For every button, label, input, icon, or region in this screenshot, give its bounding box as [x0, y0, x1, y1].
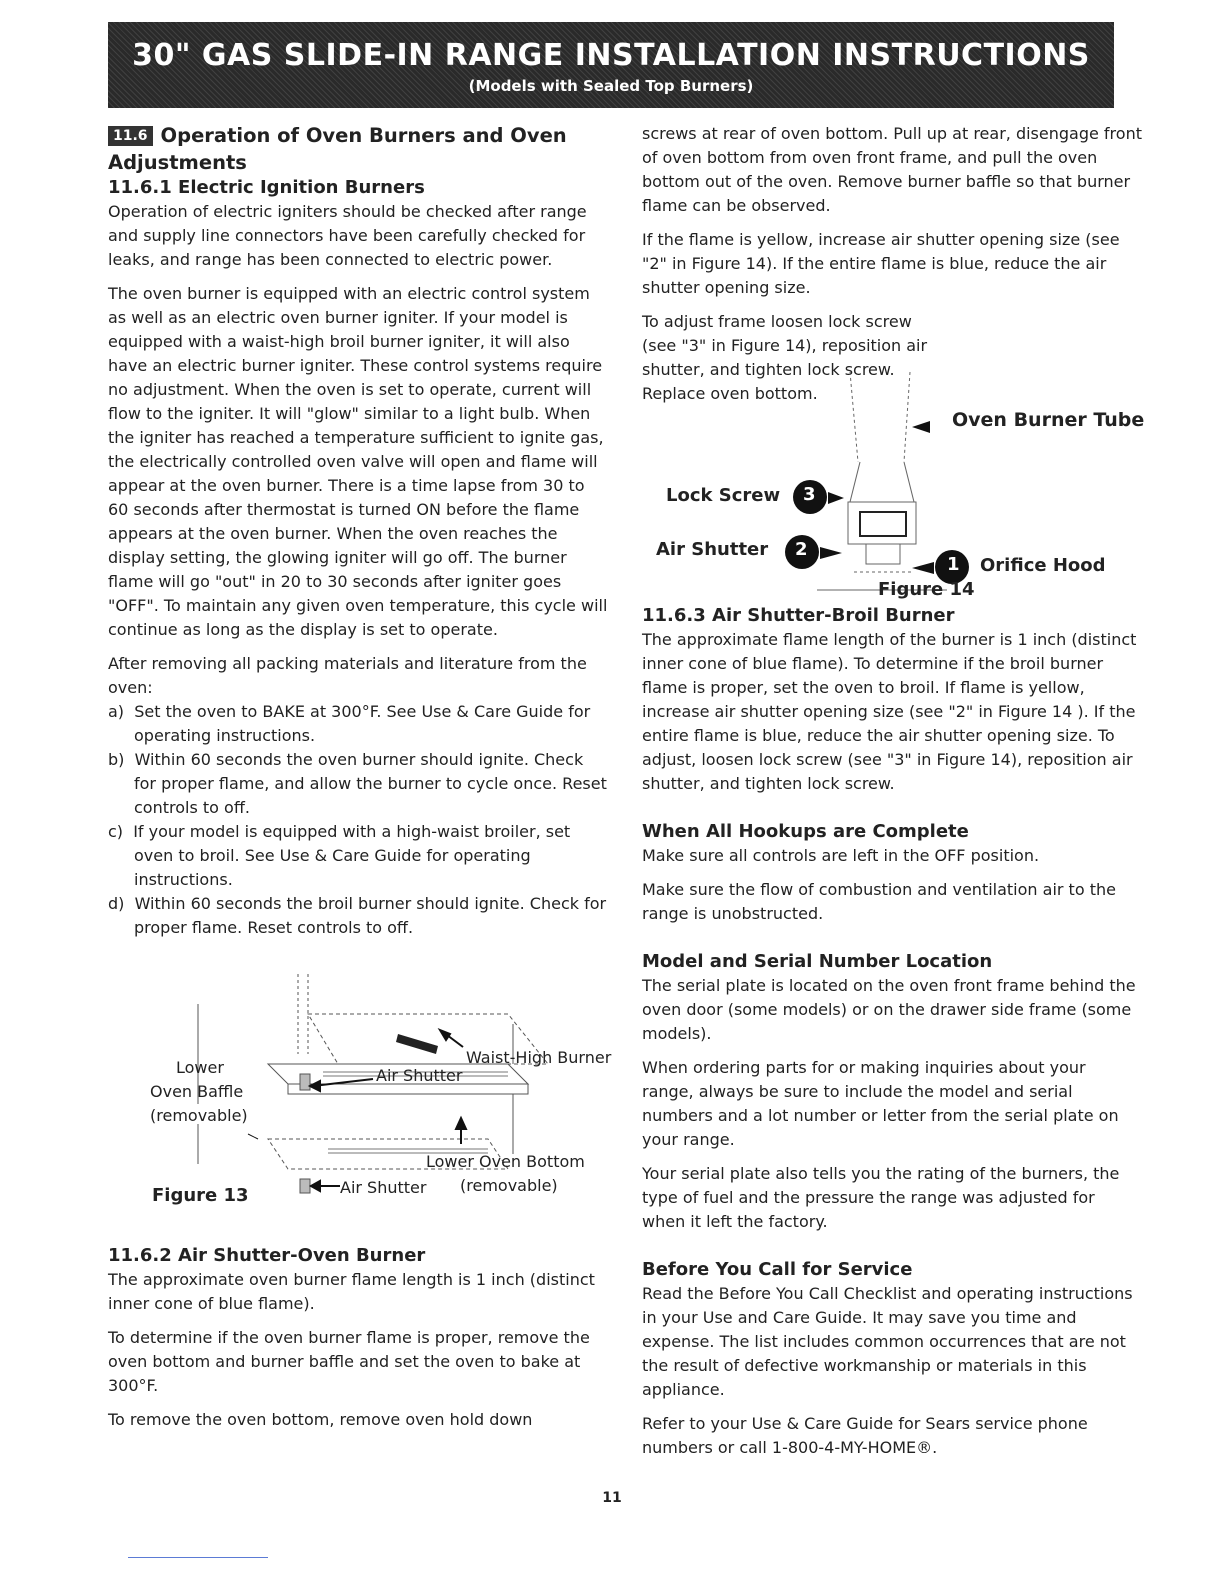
- footer-divider: [128, 1557, 268, 1558]
- steps-list: [108, 700, 608, 940]
- list-item: a) Set the oven to BAKE at 300°F. See Use & Care Guide for operating instructions.: [108, 702, 591, 745]
- paragraph: To adjust frame loosen lock screw (see "3" in Figure 14), reposition air shutter, and tighten lock screw. Replace oven bottom.: [642, 312, 928, 403]
- label-oven-burner-tube: Oven Burner Tube: [952, 409, 1145, 431]
- figure-13: [108, 954, 612, 1244]
- figure-14-caption: Figure 14: [878, 579, 975, 600]
- label-waist-high-burner: Waist-High Burner: [466, 1048, 612, 1067]
- label-air-shutter-bottom: Air Shutter: [340, 1178, 427, 1197]
- subsection-heading-broil-shutter: 11.6.3 Air Shutter-Broil Burner: [642, 605, 955, 626]
- paragraph: The approximate oven burner flame length is 1 inch (distinct inner cone of blue flame).: [108, 1270, 595, 1313]
- paragraph: Make sure all controls are left in the OFF position.: [642, 846, 1040, 865]
- paragraph: The approximate flame length of the burner is 1 inch (distinct inner cone of blue flame). To determine if the broil burner flame is proper, set the oven to broil. If flame is yellow, increase air shutter opening size (see "2" in Figure 14 ). If the entire flame is blue, reduce the air shutter opening size. To adjust, loosen lock screw (see "3" in Figure 14), reposition air shutter, and tighten lock screw.: [642, 630, 1137, 793]
- callout-2: 2: [795, 539, 808, 560]
- section-heading: [108, 122, 608, 176]
- paragraph: Refer to your Use & Care Guide for Sears service phone numbers or call 1-800-4-MY-HOME®.: [642, 1414, 1088, 1457]
- page-number: 11: [602, 1490, 622, 1506]
- section-badge: 11.6: [108, 126, 153, 146]
- heading-before-service: Before You Call for Service: [642, 1259, 913, 1280]
- subsection-heading-oven-shutter: 11.6.2 Air Shutter-Oven Burner: [108, 1245, 426, 1266]
- banner-subtitle: (Models with Sealed Top Burners): [468, 77, 754, 95]
- paragraph: When ordering parts for or making inquiries about your range, always be sure to include the model and serial numbers and a lot number or letter from the serial plate on your range.: [642, 1058, 1119, 1149]
- subsection-heading-ignition: 11.6.1 Electric Ignition Burners: [108, 177, 425, 198]
- label-removable-bottom: (removable): [460, 1176, 558, 1195]
- paragraph: After removing all packing materials and literature from the oven:: [108, 654, 587, 697]
- paragraph: Make sure the flow of combustion and ventilation air to the range is unobstructed.: [642, 880, 1116, 923]
- callout-3: 3: [803, 484, 816, 505]
- list-item: b) Within 60 seconds the oven burner should ignite. Check for proper flame, and allow the burner to cycle once. Reset controls to off.: [108, 750, 607, 817]
- heading-serial-location: Model and Serial Number Location: [642, 951, 993, 972]
- label-air-shutter-top: Air Shutter: [376, 1066, 463, 1085]
- paragraph: Your serial plate also tells you the rating of the burners, the type of fuel and the pressure the range was adjusted for when it left the factory.: [642, 1164, 1120, 1231]
- paragraph: To determine if the oven burner flame is proper, remove the oven bottom and burner baffle and set the oven to bake at 300°F.: [108, 1328, 590, 1395]
- paragraph: To remove the oven bottom, remove oven hold down: [108, 1410, 533, 1429]
- banner-title: 30" GAS SLIDE-IN RANGE INSTALLATION INSTRUCTIONS: [132, 38, 1090, 73]
- callout-1: 1: [947, 554, 960, 575]
- label-lower: Lower: [176, 1058, 224, 1077]
- figure-13-caption: Figure 13: [152, 1185, 249, 1206]
- paragraph: The serial plate is located on the oven front frame behind the oven door (some models) or on the drawer side frame (some models).: [642, 976, 1136, 1043]
- paragraph: screws at rear of oven bottom. Pull up at rear, disengage front of oven bottom from oven front frame, and pull the oven bottom out of the oven. Remove burner baffle so that burner flame can be observed.: [642, 124, 1142, 215]
- label-lock-screw: Lock Screw: [666, 485, 781, 506]
- label-orifice-hood: Orifice Hood: [980, 555, 1106, 576]
- paragraph: Operation of electric igniters should be checked after range and supply line connectors have been carefully checked for leaks, and range has been connected to electric power.: [108, 202, 587, 269]
- figure-14: [642, 372, 1145, 604]
- label-oven-baffle: Oven Baffle: [150, 1082, 244, 1101]
- paragraph: The oven burner is equipped with an electric control system as well as an electric oven burner igniter. If your model is equipped with a waist-high broil burner igniter, it will also have an electric burner igniter. These control systems require no adjustment. When the oven is set to operate, current will flow to the igniter. It will "glow" similar to a light bulb. When the igniter has reached a temperature sufficient to ignite gas, the electrically controlled oven valve will open and flame will appear at the oven burner. There is a time lapse from 30 to 60 seconds after thermostat is turned ON before the flame appears at the oven burner. When the oven reaches the display setting, the glowing igniter will go off. The burner flame will go "out" in 20 to 30 seconds after igniter goes "OFF". To maintain any given oven temperature, this cycle will continue as long as the display is set to operate.: [108, 284, 608, 639]
- left-column: [108, 122, 612, 1442]
- right-column: [642, 122, 1145, 1470]
- paragraph: If the flame is yellow, increase air shutter opening size (see "2" in Figure 14). If the entire flame is blue, reduce the air shutter opening size.: [642, 230, 1120, 297]
- label-removable: (removable): [150, 1106, 248, 1125]
- label-air-shutter: Air Shutter: [656, 539, 769, 560]
- heading-hookups-complete: When All Hookups are Complete: [642, 821, 969, 842]
- label-lower-oven-bottom: Lower Oven Bottom: [426, 1152, 585, 1171]
- section-title: Operation of Oven Burners and Oven Adjustments: [108, 124, 567, 174]
- page-banner: [108, 22, 1114, 108]
- list-item: d) Within 60 seconds the broil burner should ignite. Check for proper flame. Reset controls to off.: [108, 894, 607, 937]
- paragraph: Read the Before You Call Checklist and operating instructions in your Use and Care Guide. It may save you time and expense. The list includes common occurrences that are not the result of defective workmanship or materials in this appliance.: [642, 1284, 1133, 1399]
- list-item: c) If your model is equipped with a high-waist broiler, set oven to broil. See Use & Care Guide for operating instructions.: [108, 822, 571, 889]
